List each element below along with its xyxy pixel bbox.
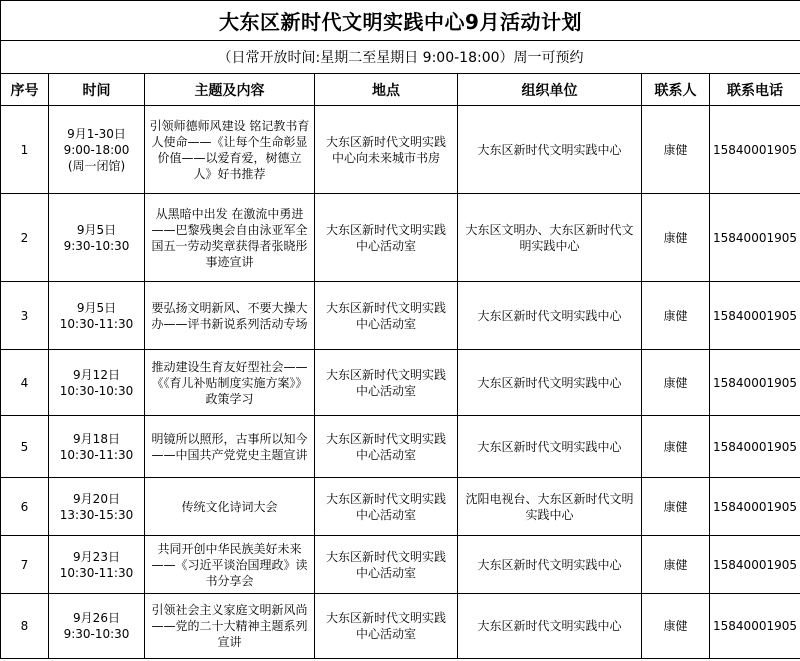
row-index: 6 xyxy=(1,478,49,536)
row-contact: 康健 xyxy=(642,594,710,659)
row-place: 大东区新时代文明实践中心活动室 xyxy=(315,350,458,416)
table-row xyxy=(1,536,800,594)
row-phone: 15840001905 xyxy=(710,350,800,416)
header-contact: 联系人 xyxy=(642,74,710,106)
row-place: 大东区新时代文明实践中心活动室 xyxy=(315,282,458,350)
table-row xyxy=(1,194,800,282)
row-index: 2 xyxy=(1,194,49,282)
row-place: 大东区新时代文明实践中心向未来城市书房 xyxy=(315,106,458,194)
row-place: 大东区新时代文明实践中心活动室 xyxy=(315,478,458,536)
row-time: 9月5日 9:30-10:30 xyxy=(49,194,145,282)
row-index: 1 xyxy=(1,106,49,194)
row-phone: 15840001905 xyxy=(710,536,800,594)
row-time: 9月23日 10:30-11:30 xyxy=(49,536,145,594)
row-contact: 康健 xyxy=(642,282,710,350)
row-place: 大东区新时代文明实践中心活动室 xyxy=(315,416,458,478)
row-phone: 15840001905 xyxy=(710,194,800,282)
header-organizer: 组织单位 xyxy=(458,74,642,106)
row-organizer: 大东区新时代文明实践中心 xyxy=(458,594,642,659)
row-topic: 传统文化诗词大会 xyxy=(145,478,315,536)
row-organizer: 大东区文明办、大东区新时代文明实践中心 xyxy=(458,194,642,282)
header-topic: 主题及内容 xyxy=(145,74,315,106)
row-time: 9月26日 9:30-10:30 xyxy=(49,594,145,659)
row-phone: 15840001905 xyxy=(710,416,800,478)
row-organizer: 大东区新时代文明实践中心 xyxy=(458,416,642,478)
row-phone: 15840001905 xyxy=(710,594,800,659)
row-phone: 15840001905 xyxy=(710,282,800,350)
row-place: 大东区新时代文明实践中心活动室 xyxy=(315,536,458,594)
row-topic: 从黑暗中出发 在激流中勇进——巴黎残奥会自由泳亚军全国五一劳动奖章获得者张晓彤事迹宣讲 xyxy=(145,194,315,282)
row-organizer: 大东区新时代文明实践中心 xyxy=(458,106,642,194)
row-time: 9月20日 13:30-15:30 xyxy=(49,478,145,536)
row-topic: 推动建设生育友好型社会——《《育儿补贴制度实施方案》》政策学习 xyxy=(145,350,315,416)
row-topic: 要弘扬文明新风、不要大操大办——评书新说系列活动专场 xyxy=(145,282,315,350)
table-row xyxy=(1,478,800,536)
row-place: 大东区新时代文明实践中心活动室 xyxy=(315,194,458,282)
opening-hours-note: （日常开放时间:星期二至星期日 9:00-18:00）周一可预约 xyxy=(1,41,800,74)
row-time: 9月18日 10:30-11:30 xyxy=(49,416,145,478)
row-topic: 引领师德师风建设 铭记教书育人使命——《让每个生命彰显价值——以爱育爱，树德立人》好书推荐 xyxy=(145,106,315,194)
row-contact: 康健 xyxy=(642,478,710,536)
header-phone: 联系电话 xyxy=(710,74,800,106)
header-index: 序号 xyxy=(1,74,49,106)
row-contact: 康健 xyxy=(642,536,710,594)
row-time: 9月1-30日 9:00-18:00 (周一闭馆) xyxy=(49,106,145,194)
row-organizer: 大东区新时代文明实践中心 xyxy=(458,536,642,594)
row-organizer: 大东区新时代文明实践中心 xyxy=(458,282,642,350)
row-place: 大东区新时代文明实践中心活动室 xyxy=(315,594,458,659)
row-time: 9月5日 10:30-11:30 xyxy=(49,282,145,350)
row-contact: 康健 xyxy=(642,350,710,416)
table-row xyxy=(1,416,800,478)
row-index: 7 xyxy=(1,536,49,594)
row-time: 9月12日 10:30-10:30 xyxy=(49,350,145,416)
table-row xyxy=(1,350,800,416)
row-index: 5 xyxy=(1,416,49,478)
row-contact: 康健 xyxy=(642,194,710,282)
row-index: 4 xyxy=(1,350,49,416)
row-contact: 康健 xyxy=(642,416,710,478)
row-organizer: 沈阳电视台、大东区新时代文明实践中心 xyxy=(458,478,642,536)
row-organizer: 大东区新时代文明实践中心 xyxy=(458,350,642,416)
header-place: 地点 xyxy=(315,74,458,106)
table-header-row xyxy=(1,74,800,106)
row-index: 8 xyxy=(1,594,49,659)
row-phone: 15840001905 xyxy=(710,478,800,536)
table-row xyxy=(1,594,800,659)
row-topic: 共同开创中华民族美好未来——《习近平谈治国理政》读书分享会 xyxy=(145,536,315,594)
table-row xyxy=(1,106,800,194)
header-time: 时间 xyxy=(49,74,145,106)
row-topic: 引领社会主义家庭文明新风尚——党的二十大精神主题系列宣讲 xyxy=(145,594,315,659)
row-contact: 康健 xyxy=(642,106,710,194)
row-index: 3 xyxy=(1,282,49,350)
page-title: 大东区新时代文明实践中心9月活动计划 xyxy=(1,1,800,41)
row-phone: 15840001905 xyxy=(710,106,800,194)
table-row xyxy=(1,282,800,350)
row-topic: 明镜所以照形，古事所以知今——中国共产党党史主题宣讲 xyxy=(145,416,315,478)
